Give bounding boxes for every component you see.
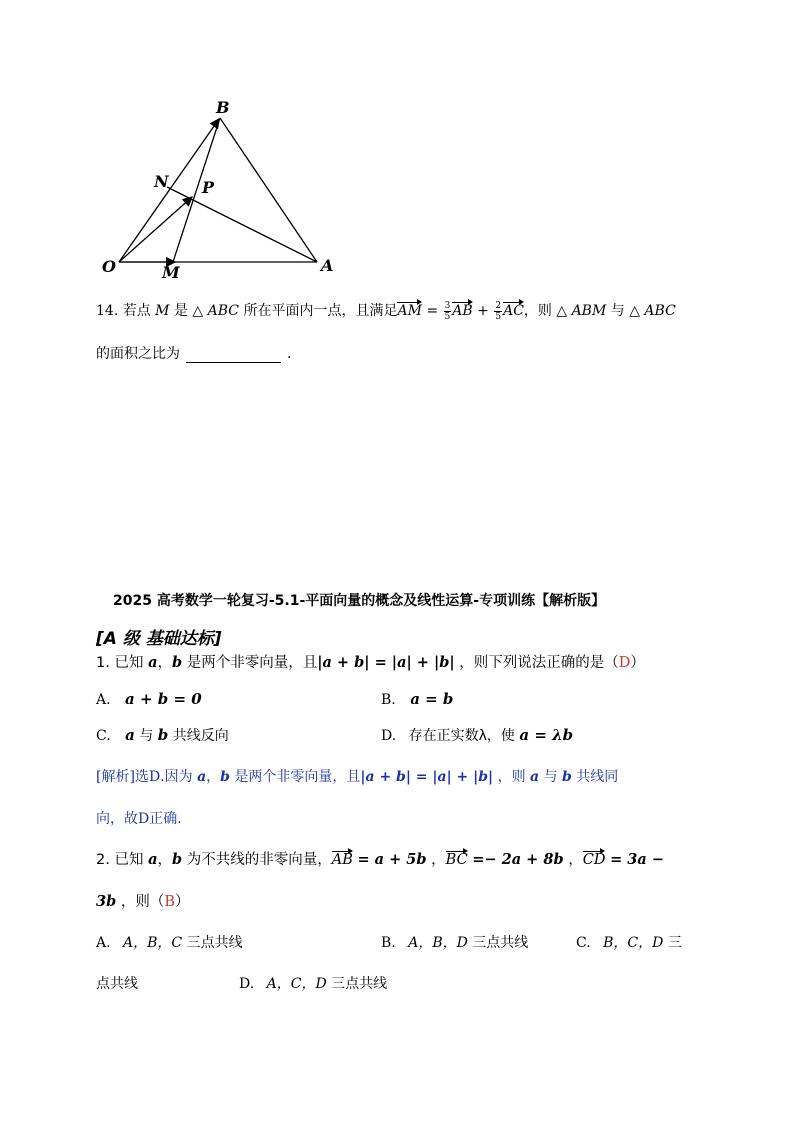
- solution-text: [解析]选: [96, 769, 149, 785]
- solution-text: 是两个非零向量，且: [234, 769, 361, 785]
- vector-a: a: [125, 726, 135, 744]
- q1-solution-line1: [96, 766, 618, 786]
- label-P: P: [202, 178, 215, 197]
- option-text: 与: [139, 728, 154, 744]
- question-14-line1: [96, 300, 676, 322]
- q2-text: ，则（: [120, 894, 165, 910]
- q2-text: ，: [157, 852, 172, 868]
- q2-formula: 3b: [96, 893, 117, 910]
- solution-text: .因为: [160, 769, 193, 785]
- vector-b: b: [171, 654, 183, 671]
- q1-answer: D: [618, 655, 631, 671]
- q2-text: ，: [431, 852, 446, 868]
- q2-option-c-line2: 点共线: [96, 976, 138, 992]
- q1-text: ，则下列说法正确的是（: [459, 655, 619, 671]
- q2-option-c[interactable]: [576, 932, 682, 952]
- option-text: 三: [667, 935, 682, 951]
- vector-b: b: [157, 726, 169, 744]
- option-text: 存在正实数λ，使: [408, 728, 515, 744]
- q1-option-a[interactable]: [96, 690, 202, 708]
- q1-option-d[interactable]: [381, 725, 573, 745]
- option-label: C.: [96, 728, 111, 744]
- solution-condition: |a + b| = |a| + |b|: [360, 769, 494, 785]
- q1-option-b[interactable]: [381, 690, 453, 708]
- solution-text: 与: [543, 769, 558, 785]
- geometry-figure: [95, 95, 345, 285]
- label-O: O: [102, 257, 116, 276]
- vector-OP: [119, 197, 192, 262]
- vector-am: AM: [397, 300, 421, 319]
- q1-text: ）: [630, 655, 645, 671]
- vector-a: a: [148, 851, 158, 868]
- q14-triangle: △ ABM: [556, 303, 607, 319]
- q14-text: .: [287, 346, 292, 362]
- solution-text: 共线同: [576, 769, 619, 785]
- q2-option-a[interactable]: [96, 932, 243, 952]
- solution-text: D: [148, 769, 161, 785]
- vector-cd: CD: [583, 849, 606, 868]
- q1-text: ，: [157, 655, 172, 671]
- q2-answer: B: [164, 894, 175, 910]
- q14-text: ，则: [523, 303, 552, 319]
- q14-text: 所在平面内一点，且满足: [243, 303, 398, 319]
- question-1-stem: [96, 651, 645, 672]
- option-text: 三点共线: [331, 976, 388, 992]
- q14-triangle: △ ABC: [629, 303, 676, 319]
- option-points: B，C，D: [603, 935, 664, 951]
- fraction: $\frac{3}{5}$: [444, 300, 451, 322]
- option-label: A.: [96, 692, 111, 708]
- q2-text: 为不共线的非零向量，: [186, 852, 332, 868]
- q2-text: ）: [175, 894, 190, 910]
- vector-bc: BC: [446, 849, 468, 868]
- label-B: B: [216, 98, 230, 117]
- vector-a: a: [530, 769, 540, 785]
- option-formula: a = λb: [519, 726, 574, 744]
- q14-number: 14.: [96, 303, 119, 319]
- solution-text: 正确.: [149, 811, 182, 827]
- vector-b: b: [562, 769, 572, 785]
- solution-text: ，: [206, 769, 221, 785]
- q2-formula: =− 2a + 8b: [472, 851, 564, 868]
- q14-text: 若点: [122, 303, 151, 319]
- q2-text: ，: [568, 852, 583, 868]
- q2-option-b[interactable]: [381, 932, 528, 952]
- q14-triangle: △ ABC: [192, 303, 240, 319]
- q14-text: 与: [610, 303, 625, 319]
- vector-ab: AB: [332, 849, 353, 868]
- q2-option-d[interactable]: [239, 973, 387, 993]
- segment-NA: [167, 187, 317, 262]
- option-label: B.: [381, 935, 396, 951]
- q14-text: 是: [173, 303, 188, 319]
- q1-option-c[interactable]: [96, 725, 229, 745]
- option-text: a = b: [410, 690, 454, 708]
- option-label: D.: [381, 728, 397, 744]
- q2-text: 2. 已知: [96, 852, 144, 868]
- vector-b: b: [171, 851, 183, 868]
- q2-formula: = a + 5b: [357, 851, 427, 868]
- option-points: A，B，D: [408, 935, 468, 951]
- q1-solution-line2: [96, 808, 182, 828]
- section-heading: [A 级 基础达标]: [96, 629, 222, 649]
- option-points: A，C，D: [266, 976, 327, 992]
- q14-text: 的面积之比为: [96, 346, 180, 362]
- option-points: A，B，C: [123, 935, 183, 951]
- question-2-stem: [96, 848, 664, 869]
- document-title: 2025 高考数学一轮复习-5.1-平面向量的概念及线性运算-专项训练【解析版】: [113, 593, 606, 609]
- vector-ac: AC: [503, 300, 524, 319]
- q14-plus: +: [477, 303, 489, 319]
- vector-b: b: [220, 769, 230, 785]
- option-text: 三点共线: [186, 935, 243, 951]
- q1-text: 是两个非零向量，且: [186, 655, 318, 671]
- option-label: A.: [96, 935, 111, 951]
- option-text: 共线反向: [172, 728, 229, 744]
- question-14-line2: [96, 343, 291, 363]
- option-text: a + b = 0: [125, 690, 202, 708]
- label-N: N: [154, 172, 169, 191]
- segment-AB: [220, 118, 317, 262]
- q14-eq: =: [426, 303, 439, 319]
- q14-point-m: M: [155, 303, 170, 319]
- vector-a: a: [148, 654, 158, 671]
- solution-text: 向，故: [96, 811, 138, 827]
- answer-blank[interactable]: [186, 348, 281, 363]
- option-label: C.: [576, 935, 591, 951]
- q2-formula: = 3a −: [610, 851, 664, 868]
- option-label: D.: [239, 976, 255, 992]
- option-label: B.: [381, 692, 396, 708]
- q1-text: 1. 已知: [96, 655, 144, 671]
- solution-text: ，则: [497, 769, 526, 785]
- label-A: A: [321, 256, 334, 275]
- fraction: $\frac{2}{5}$: [495, 300, 502, 322]
- vector-a: a: [197, 769, 207, 785]
- solution-text: D: [138, 811, 150, 827]
- q1-condition: |a + b| = |a| + |b|: [317, 654, 455, 671]
- question-2-stem-line2: [96, 890, 190, 911]
- label-M: M: [162, 263, 180, 282]
- option-text: 三点共线: [472, 935, 529, 951]
- vector-ab: AB: [452, 300, 472, 319]
